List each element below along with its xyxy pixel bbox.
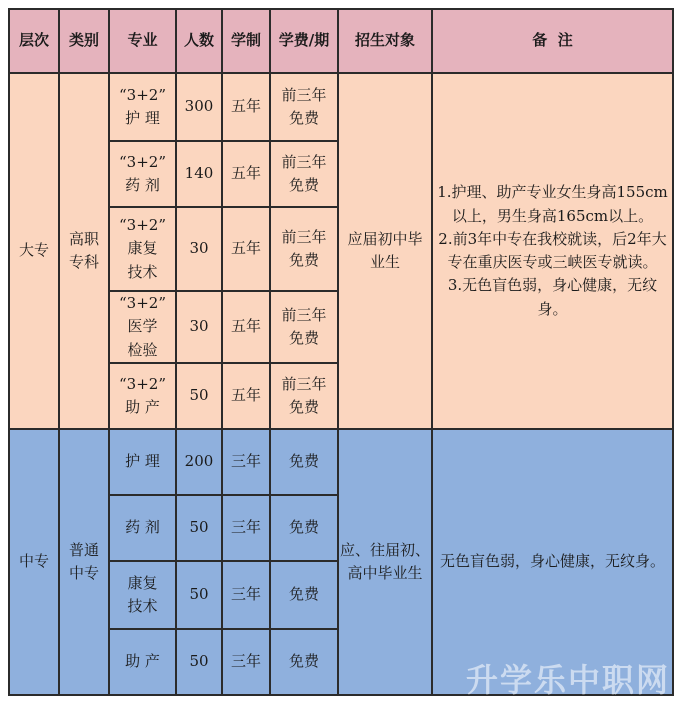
fee-cell: 免费 [270,629,338,695]
header-row [9,9,673,73]
fee-cell: 前三年 免费 [270,141,338,207]
notes-cell [432,429,673,695]
count-cell: 30 [176,207,222,291]
count-cell: 50 [176,363,222,429]
fee-cell: 前三年 免费 [270,73,338,141]
target-cell [338,73,432,429]
major-cell: “3+2” 康复 技术 [109,207,176,291]
header-target: 招生对象 [338,9,432,73]
category-cell: 普通 中专 [59,429,109,695]
table-row [9,73,673,141]
admission-table [8,8,674,696]
fee-cell: 免费 [270,429,338,495]
duration-cell: 三年 [222,561,270,629]
count-cell: 50 [176,629,222,695]
target-text: 应、往届初、高中毕业生 [340,540,431,582]
fee-cell: 前三年 免费 [270,207,338,291]
count-cell: 300 [176,73,222,141]
major-cell: 护 理 [109,429,176,495]
watermark: 升学乐中职网 [465,661,670,699]
major-cell: 助 产 [109,629,176,695]
header-level: 层次 [9,9,59,73]
fee-cell: 免费 [270,561,338,629]
duration-cell: 五年 [222,207,270,291]
fee-cell: 免费 [270,495,338,561]
header-major: 专业 [109,9,176,73]
notes-cell [432,73,673,429]
header-notes: 备 注 [432,9,673,73]
major-cell: 康复 技术 [109,561,176,629]
note-line: 1.护理、助产专业女生身高155cm以上，男生身高165cm以上。 [437,183,668,225]
duration-cell: 五年 [222,363,270,429]
header-category: 类别 [59,9,109,73]
major-cell: “3+2” 助 产 [109,363,176,429]
duration-cell: 三年 [222,429,270,495]
major-cell: 药 剂 [109,495,176,561]
fee-cell: 前三年 免费 [270,291,338,363]
major-cell: “3+2” 医学 检验 [109,291,176,363]
level-cell: 大专 [9,73,59,429]
count-cell: 50 [176,561,222,629]
target-text: 应届初中毕业生 [347,229,423,271]
major-cell: “3+2” 药 剂 [109,141,176,207]
count-cell: 200 [176,429,222,495]
target-cell [338,429,432,695]
note-line: 无色盲色弱，身心健康，无纹身。 [439,552,665,571]
header-duration: 学制 [222,9,270,73]
duration-cell: 三年 [222,495,270,561]
header-fee: 学费/期 [270,9,338,73]
count-cell: 140 [176,141,222,207]
count-cell: 50 [176,495,222,561]
count-cell: 30 [176,291,222,363]
table-row [9,429,673,495]
header-count: 人数 [176,9,222,73]
note-line: 3.无色盲色弱，身心健康，无纹身。 [447,276,658,318]
category-cell: 高职 专科 [59,73,109,429]
fee-cell: 前三年 免费 [270,363,338,429]
major-cell: “3+2” 护 理 [109,73,176,141]
duration-cell: 五年 [222,141,270,207]
duration-cell: 五年 [222,291,270,363]
level-cell: 中专 [9,429,59,695]
duration-cell: 五年 [222,73,270,141]
note-line: 2.前3年中专在我校就读，后2年大专在重庆医专或三峡医专就读。 [438,229,667,271]
duration-cell: 三年 [222,629,270,695]
